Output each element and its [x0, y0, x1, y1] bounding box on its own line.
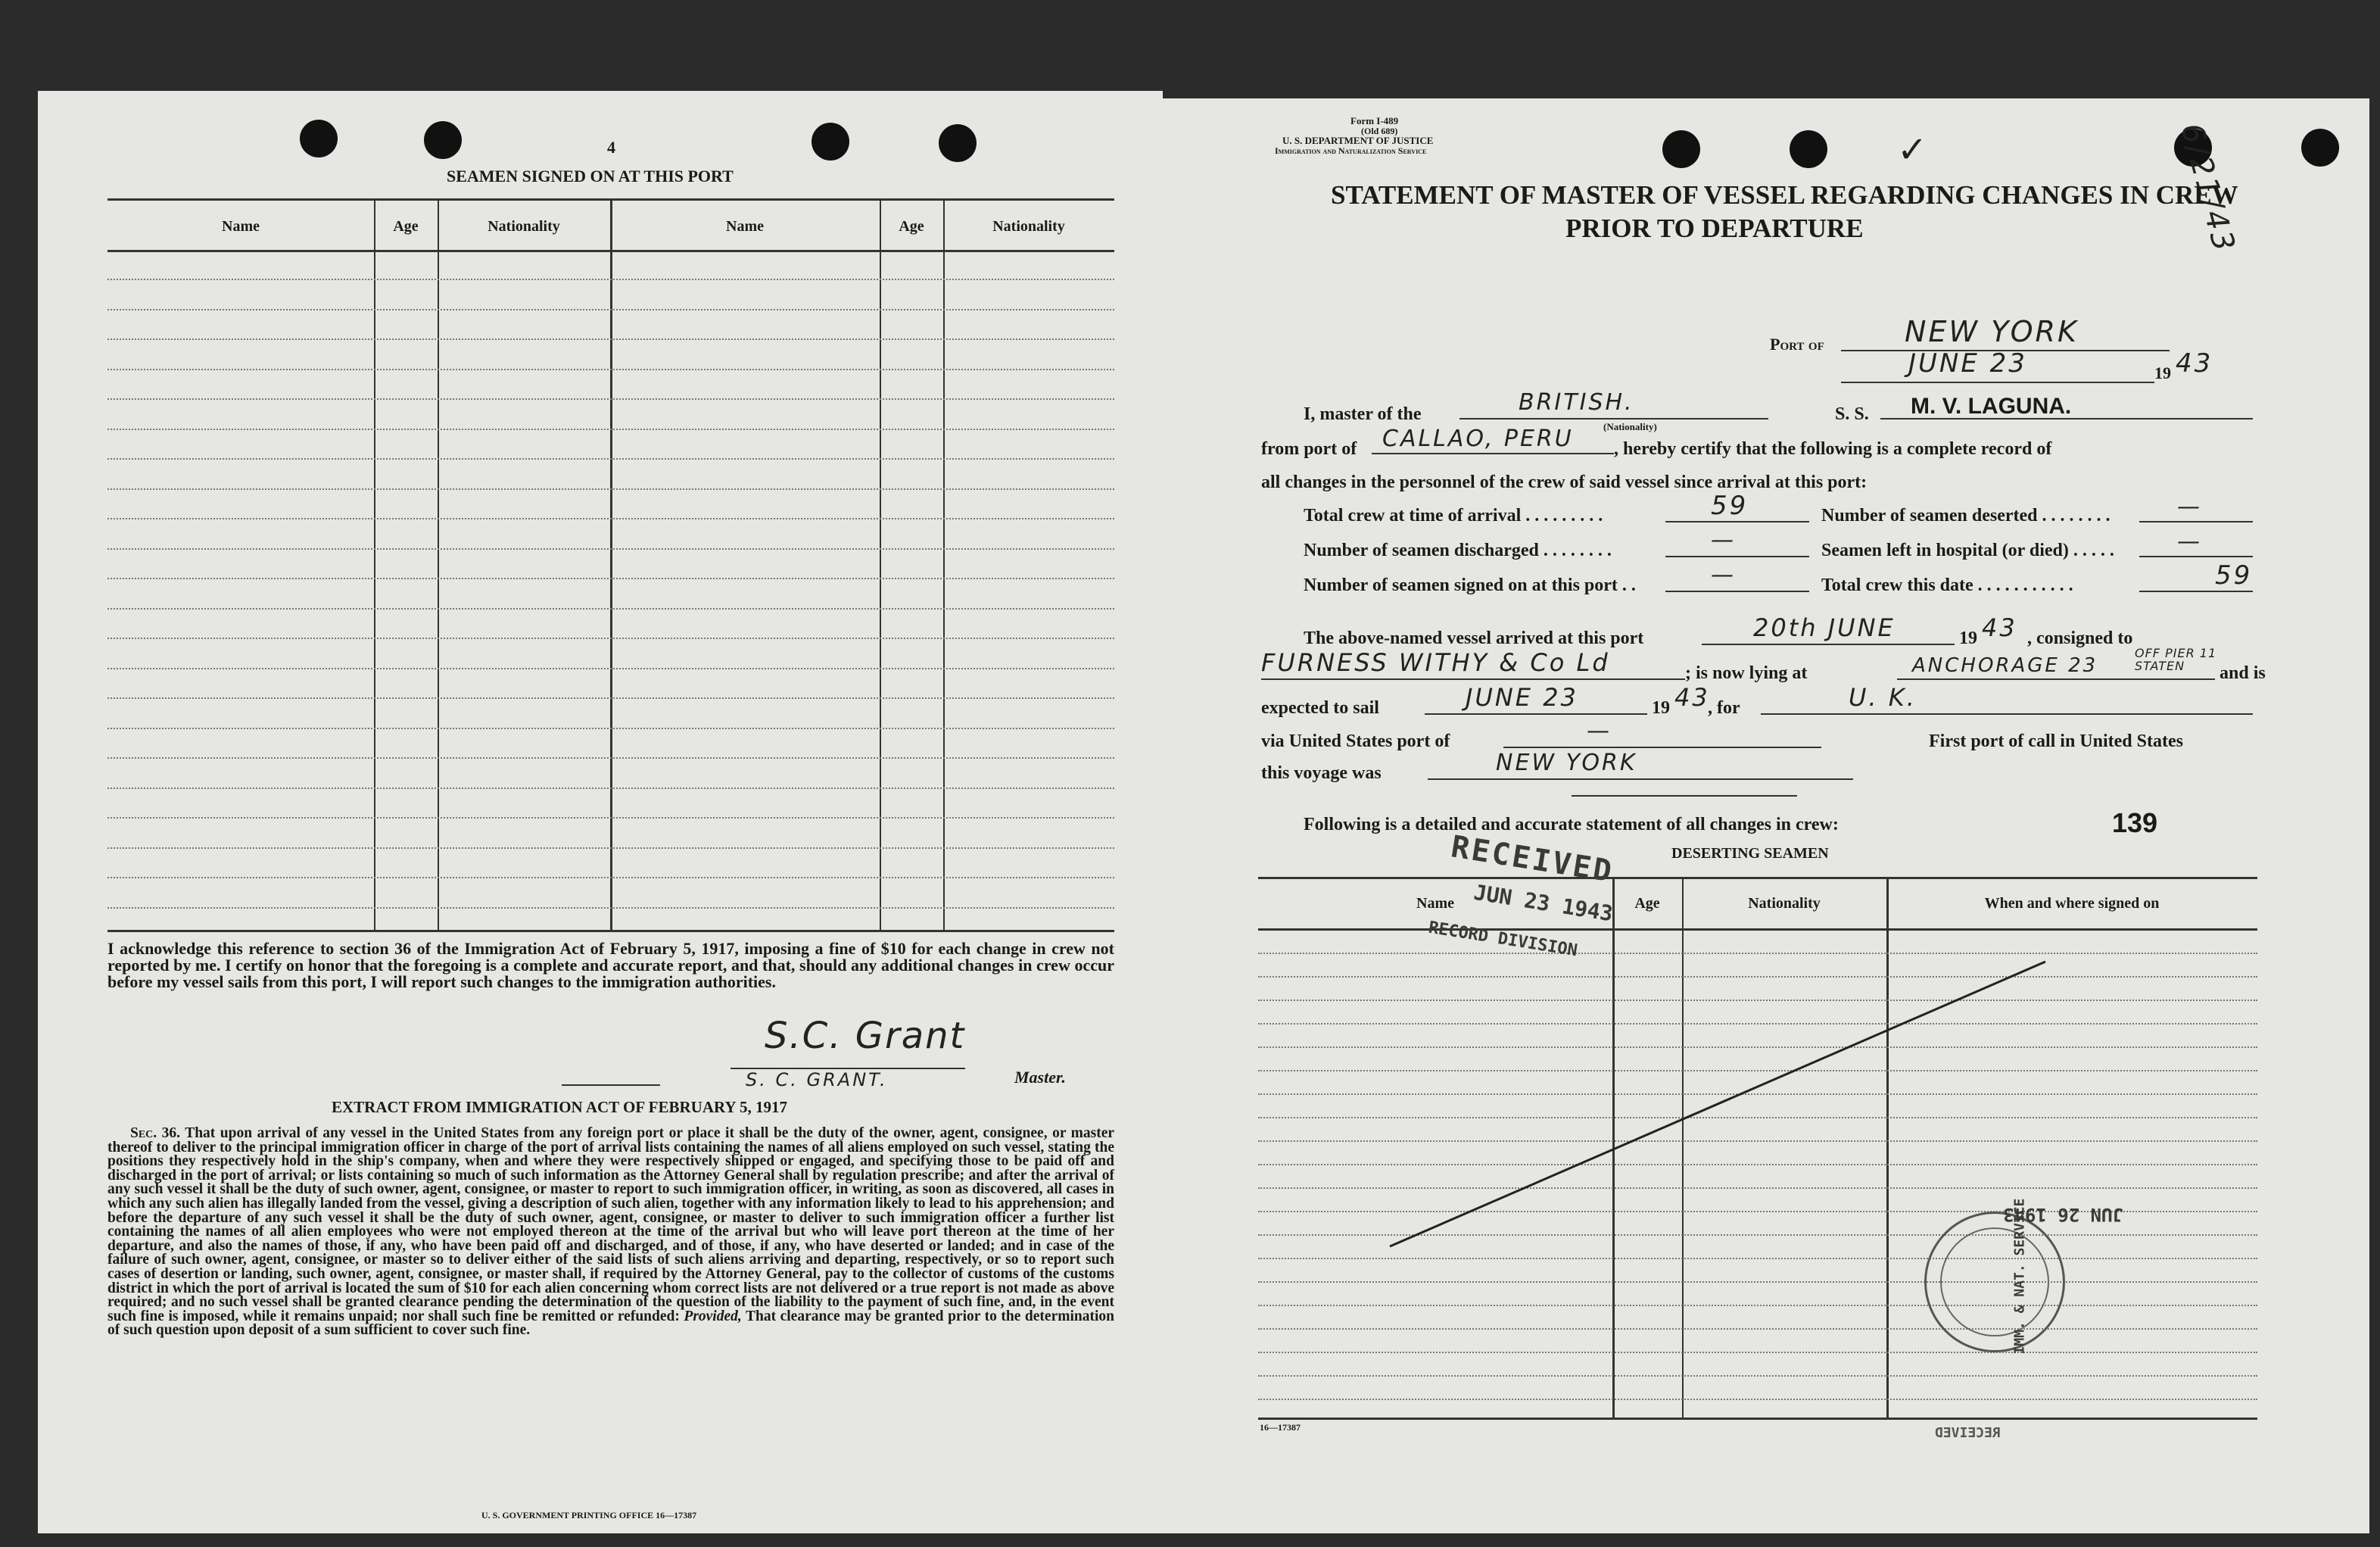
master-label: Master.: [1014, 1068, 1066, 1087]
hospital-label: Seamen left in hospital (or died) . . . . .: [1821, 541, 2114, 560]
certify-text-2: all changes in the personnel of the crew of said vessel since arrival at this port:: [1261, 473, 1868, 492]
port-label: Port of: [1770, 335, 1824, 354]
short-rule: [562, 1084, 660, 1086]
column-divider: [943, 198, 945, 930]
form-old-number: (Old 689): [1361, 126, 1398, 136]
for-value: U. K.: [1849, 683, 1917, 712]
table-row-line: [107, 369, 1114, 370]
column-header-name: Name: [222, 218, 260, 235]
table-row-line: [107, 668, 1114, 669]
and-is-label: and is: [2220, 663, 2266, 683]
hospital-value: —: [2177, 529, 2202, 555]
column-header-name: Name: [726, 218, 764, 235]
column-divider: [610, 198, 612, 930]
total-arrival-label: Total crew at time of arrival . . . . . . . . .: [1304, 506, 1603, 526]
table-row-line: [107, 518, 1114, 519]
extract-title: EXTRACT FROM IMMIGRATION ACT OF FEBRUARY 5, 1917: [332, 1098, 788, 1116]
first-port-label: First port of call in United States: [1929, 731, 2183, 751]
extract-section-label: Sec. 36.: [130, 1125, 181, 1141]
margin-note: 6/21/43: [2173, 120, 2242, 257]
extract-text: That upon arrival of any vessel in the United States from any foreign port or place it shall be the duty of the owner, agent, consignee, or master thereof to deliver to the principal immigration officer in charge of the port of arrival lists containing the names of all aliens employed on such vessel, stating the positions they respectively hold in the ship's company, when and where they were respectively shipped or engaged, and specifying those to be paid off and discharged in the port of arrival; or lists containing so much of such information as the Attorney General shall by regulation prescribe; and after the arrival of any such vessel it shall be the duty of such owner, agent, consignee, or master to report to such immigration officer, in writing, as soon as discovered, all cases in which any such alien has illegally landed from the vessel, giving a description of such alien, together with any information likely to lead to his apprehension; and before the departure of any such vessel it shall be the duty of such owner, agent, consignee, or master to deliver to such immigration officer a further list containing the names of all alien employees who were not employed thereon at the time of the arrival but who will leave port thereon at the time of her departure, and also the names of those, if any, who have been paid off and discharged, and of those, if any, who have deserted or landed; and in case of the failure of such owner, agent, consignee, or master so to deliver either of the said lists of such aliens arriving and departing, respectively, or so to report such cases of desertion or landing, such owner, agent, consignee, or master shall, if required by the Attorney General, pay to the collector of customs of the customs district in which the port of arrival is located the sum of $10 for each alien concerning whom correct lists are not delivered or a true report is not made as above required; and no such vessel shall be granted clearance pending the determination of the question of the liability to the payment of such fine, and, in the event such fine is imposed, while it remains unpaid; nor shall such fine be remitted or refunded:: [107, 1125, 1115, 1324]
table-row-line: [107, 697, 1114, 699]
table-row-line: [107, 907, 1114, 909]
deserting-title: DESERTING SEAMEN: [1671, 845, 1829, 862]
column-header-nationality: Nationality: [1748, 895, 1821, 912]
date-value: JUNE 23: [1908, 348, 2027, 379]
extract-proviso-label: Provided,: [684, 1308, 742, 1324]
stamp-number: 139: [2112, 807, 2158, 838]
form-number: Form I-489: [1350, 115, 1399, 126]
punch-hole: [300, 120, 338, 158]
table-row-line: [107, 488, 1114, 490]
column-divider: [374, 198, 375, 930]
lying-value: ANCHORAGE 23: [1912, 654, 2098, 677]
consigned-label: , consigned to: [2027, 628, 2133, 648]
consignee-value: FURNESS WITHY & Co Ld: [1261, 648, 1610, 677]
for-label: , for: [1708, 698, 1740, 718]
form-title-line-1: STATEMENT OF MASTER OF VESSEL REGARDING CHANGES IN CREW: [1331, 180, 2238, 210]
form-title-line-2: PRIOR TO DEPARTURE: [1565, 214, 1864, 243]
ss-label: S. S.: [1835, 404, 1869, 424]
punch-hole: [424, 121, 462, 159]
port-value: NEW YORK: [1905, 315, 2079, 348]
lying-label: ; is now lying at: [1685, 663, 1808, 683]
acknowledgement-text: I acknowledge this reference to section 36 of the Immigration Act of February 5, 1917, imposing a fine of $10 for each change in crew not reported by me. I certify on honor that the foregoing is a complete and accurate report, and that, should any additional changes in crew occur before my vessel sails from this port, I will report such changes to the immigration authorities.: [107, 939, 1114, 991]
from-port-value: CALLAO, PERU: [1382, 426, 1574, 452]
round-stamp-text: IMM. & NAT. SERVICE: [2011, 1198, 2028, 1355]
department: U. S. DEPARTMENT OF JUSTICE: [1282, 135, 1434, 146]
table-row-line: [107, 757, 1114, 759]
table-title: SEAMEN SIGNED ON AT THIS PORT: [447, 167, 734, 186]
signed-on-value: —: [1711, 562, 1736, 588]
table-row-line: [107, 309, 1114, 310]
arrived-year: 43: [1982, 613, 2017, 642]
table-row-line: [107, 548, 1114, 550]
table-row-line: [107, 608, 1114, 610]
cancel-line: [1163, 98, 2369, 1533]
received-stamp: RECEIVED: [1448, 829, 1616, 890]
via-label: via United States port of: [1261, 731, 1450, 751]
received-stamp-date: JUN 23 1943: [1472, 879, 1615, 927]
total-today-label: Total crew this date . . . . . . . . . . .: [1821, 575, 2073, 595]
from-port-label: from port of: [1261, 439, 1357, 459]
signed-on-label: Number of seamen signed on at this port . .: [1304, 575, 1636, 595]
extract-body: [107, 1127, 1114, 1338]
lying-note: OFF PIER 11 STATEN: [2135, 646, 2217, 673]
date-stamp: JUN 26 1943: [2003, 1204, 2123, 1225]
extract-proviso: That clearance may be granted prior to the determination of such question upon deposit of a sum sufficient to cover such fine.: [107, 1308, 1114, 1339]
punch-hole: [939, 124, 977, 162]
signature-name: S. C. GRANT.: [746, 1069, 888, 1090]
vessel-value: M. V. LAGUNA.: [1911, 394, 2072, 419]
column-header-nationality: Nationality: [992, 218, 1065, 235]
record-division-stamp: RECORD DIVISION: [1427, 918, 1579, 961]
arrived-year-prefix: 19: [1959, 628, 1977, 648]
expected-label: expected to sail: [1261, 698, 1379, 718]
this-voyage-label: this voyage was: [1261, 763, 1382, 783]
table-row-line: [107, 398, 1114, 400]
service: Immigration and Naturalization Service: [1275, 145, 1427, 156]
table-row-line: [107, 279, 1114, 280]
table-bottom-rule: [107, 930, 1114, 932]
signature: S.C. Grant: [765, 1015, 966, 1057]
column-header-age: Age: [393, 218, 419, 235]
table-row-line: [107, 458, 1114, 460]
page-number: 4: [607, 138, 615, 157]
column-header-nationality: Nationality: [488, 218, 560, 235]
check-mark: ✓: [1897, 129, 1930, 171]
table-row-line: [107, 338, 1114, 340]
year-value: 43: [2176, 348, 2213, 379]
expected-value: JUNE 23: [1466, 683, 1578, 712]
table-row-line: [107, 877, 1114, 878]
discharged-value: —: [1711, 527, 1736, 554]
table-row-line: [107, 817, 1114, 819]
printing-office: U. S. GOVERNMENT PRINTING OFFICE 16—17387: [481, 1510, 697, 1520]
round-stamp-inner: [1940, 1227, 2049, 1336]
footer-code: 16—17387: [1260, 1422, 1301, 1433]
column-header-when-where: When and where signed on: [1984, 895, 2160, 912]
received-mirror-stamp: RECEIVED: [1935, 1425, 2001, 1441]
certify-text: , hereby certify that the following is a complete record of: [1614, 439, 2052, 459]
column-divider: [880, 198, 881, 930]
arrived-value: 20th JUNE: [1753, 613, 1896, 642]
expected-year-prefix: 19: [1652, 698, 1670, 718]
table-row-line: [107, 728, 1114, 729]
column-header-age: Age: [899, 218, 924, 235]
year-prefix: 19: [2154, 363, 2171, 382]
nationality-caption: (Nationality): [1603, 421, 1657, 432]
right-page: [1163, 98, 2369, 1533]
total-arrival-value: 59: [1711, 491, 1749, 521]
column-header-name: Name: [1416, 895, 1454, 912]
column-divider: [438, 198, 439, 930]
column-header-age: Age: [1634, 895, 1660, 912]
via-value: —: [1587, 718, 1612, 744]
arrived-label: The above-named vessel arrived at this port: [1304, 628, 1644, 648]
this-voyage-value: NEW YORK: [1496, 750, 1637, 776]
left-page: [38, 91, 1163, 1533]
following-label: Following is a detailed and accurate statement of all changes in crew:: [1304, 815, 1839, 834]
deserted-label: Number of seamen deserted . . . . . . . .: [1821, 506, 2111, 526]
table-row-line: [107, 429, 1114, 430]
discharged-label: Number of seamen discharged . . . . . . . .: [1304, 541, 1612, 560]
table-row-line: [107, 788, 1114, 789]
deserted-value: —: [2177, 494, 2202, 520]
punch-hole: [812, 123, 849, 161]
table-row-line: [107, 638, 1114, 639]
nationality-value: BRITISH.: [1519, 389, 1634, 416]
table-row-line: [107, 847, 1114, 849]
table-row-line: [107, 578, 1114, 579]
master-of-label: I, master of the: [1304, 404, 1422, 424]
expected-year: 43: [1674, 683, 1710, 712]
total-today-value: 59: [2215, 560, 2253, 591]
